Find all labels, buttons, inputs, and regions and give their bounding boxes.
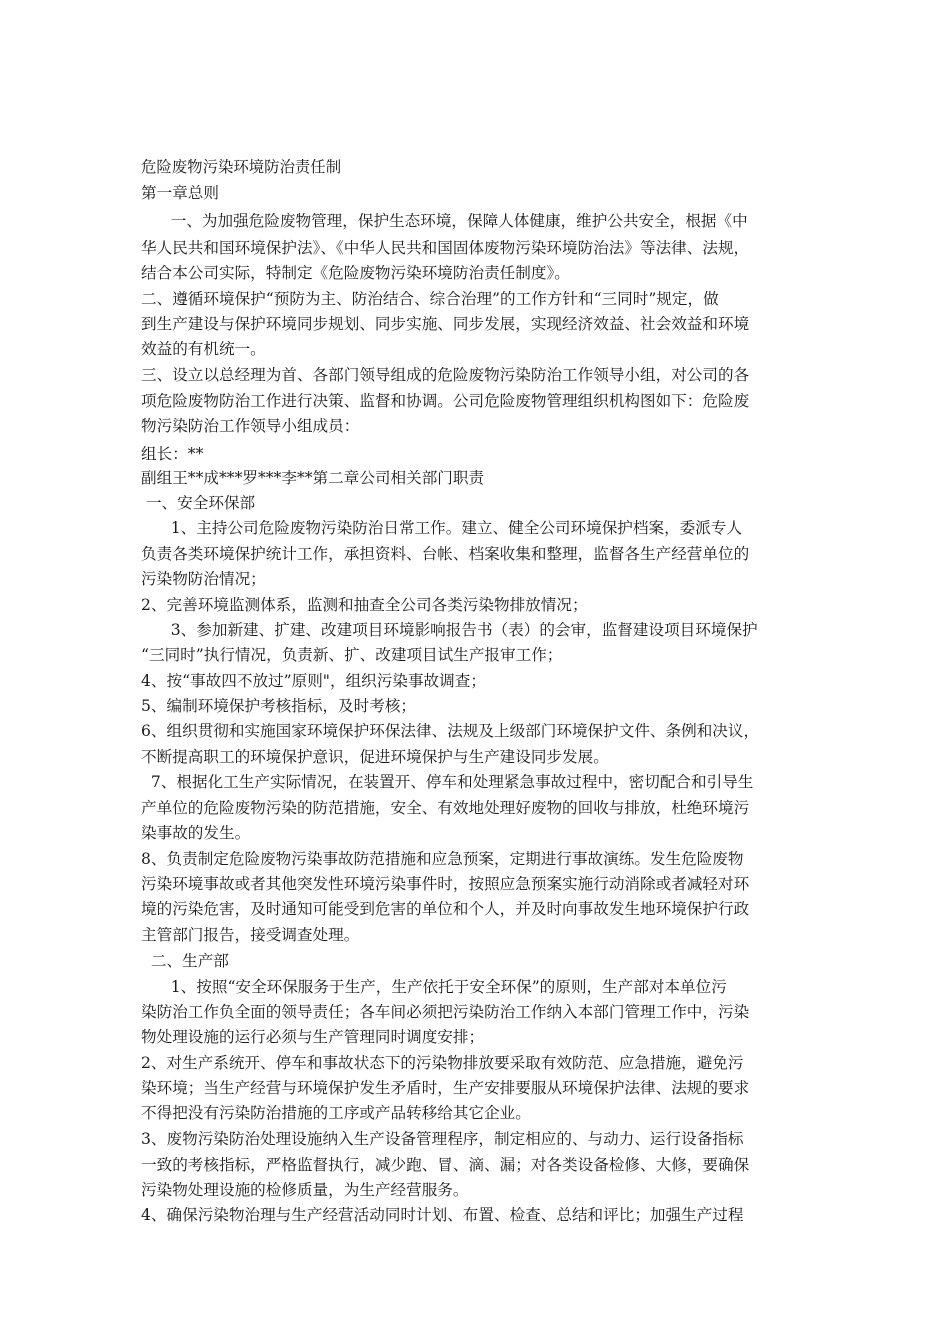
- text-line: 6、组织贯彻和实施国家环境保护环保法律、法规及上级部门环境保护文件、条例和决议，: [141, 722, 760, 740]
- text-line: 境的污染危害，及时通知可能受到危害的单位和个人，并及时向事故发生地环境保护行政: [141, 900, 750, 918]
- text-line: 5、编制环境保护考核指标，及时考核；: [141, 697, 417, 715]
- text-line: 2、完善环境监测体系，监测和抽查全公司各类污染物排放情况；: [141, 596, 588, 614]
- text-line: 二、遵循环境保护“预防为主、防治结合、综合治理”的工作方针和“三同时”规定，做: [141, 290, 719, 308]
- text-line: 染环境；当生产经营与环境保护发生矛盾时，生产安排要服从环境保护法律、法规的要求: [141, 1079, 750, 1097]
- text-line: 污染物处理设施的检修质量，为生产经营服务。: [141, 1181, 469, 1199]
- text-line: 1、主持公司危险废物污染防治日常工作。建立、健全公司环境保护档案，委派专人: [141, 519, 743, 537]
- text-line: 物污染防治工作领导小组成员：: [141, 417, 360, 435]
- text-line: 结合本公司实际，特制定《危险废物污染环境防治责任制度》。: [141, 264, 570, 282]
- text-line: 4、按“事故四不放过”原则"，组织污染事故调查；: [141, 672, 486, 690]
- text-line: “三同时”执行情况，负责新、扩、改建项目试生产报审工作；: [141, 646, 563, 664]
- text-line: 8、负责制定危险废物污染事故防范措施和应急预案，定期进行事故演练。发生危险废物: [141, 850, 744, 868]
- text-line: 2、对生产系统开、停车和事故状态下的污染物排放要采取有效防范、应急措施，避免污: [141, 1054, 744, 1072]
- text-line: 物处理设施的运行必须与生产管理同时调度安排；: [141, 1028, 485, 1046]
- text-line: 不得把没有污染防治措施的工序或产品转移给其它企业。: [141, 1104, 531, 1122]
- text-line: 1、按照“安全环保服务于生产，生产依托于安全环保”的原则，生产部对本单位污: [141, 978, 727, 996]
- text-line: 项危险废物防治工作进行决策、监督和协调。公司危险废物管理组织机构图如下：危险废: [141, 392, 750, 410]
- section-heading: 二、生产部: [141, 952, 229, 970]
- text-line: 污染物防治情况；: [141, 570, 266, 588]
- text-line: 染防治工作负全面的领导责任；各车间必须把污染防治工作纳入本部门管理工作中，污染: [141, 1003, 750, 1021]
- text-line: 副组王**成***罗***李**第二章公司相关部门职责: [141, 469, 485, 487]
- chapter-heading: 第一章总则: [141, 184, 219, 202]
- text-line: 污染环境事故或者其他突发性环境污染事件时，按照应急预案实施行动消除或者减轻对环: [141, 875, 750, 893]
- text-line: 4、确保污染物治理与生产经营活动同时计划、布置、检查、总结和评比；加强生产过程: [141, 1206, 744, 1224]
- text-line: 3、参加新建、扩建、改建项目环境影响报告书（表）的会审，监督建设项目环境保护: [141, 621, 758, 639]
- text-line: 一致的考核指标，严格监督执行，减少跑、冒、滴、漏；对各类设备检修、大修，要确保: [141, 1156, 750, 1174]
- text-line: 负责各类环境保护统计工作，承担资料、台帐、档案收集和整理，监督各生产经营单位的: [141, 545, 750, 563]
- text-line: 产单位的危险废物污染的防范措施，安全、有效地处理好废物的回收与排放，杜绝环境污: [141, 799, 750, 817]
- text-line: 主管部门报告，接受调查处理。: [141, 926, 360, 944]
- text-line: 到生产建设与保护环境同步规划、同步实施、同步发展，实现经济效益、社会效益和环境: [141, 315, 750, 333]
- text-line: 华人民共和国环境保护法》、《中华人民共和国固体废物污染环境防治法》等法律、法规，: [141, 239, 750, 257]
- text-line: 组长：**: [141, 445, 204, 463]
- text-line: 一、为加强危险废物管理，保护生态环境，保障人体健康，维护公共安全，根据《中: [141, 212, 748, 230]
- text-line: 效益的有机统一。: [141, 340, 266, 358]
- text-line: 不断提高职工的环境保护意识，促进环境保护与生产建设同步发展。: [141, 748, 609, 766]
- text-line: 3、废物污染防治处理设施纳入生产设备管理程序，制定相应的、与动力、运行设备指标: [141, 1130, 744, 1148]
- section-heading: 一、安全环保部: [141, 494, 256, 512]
- text-line: 三、设立以总经理为首、各部门领导组成的危险废物污染防治工作领导小组，对公司的各: [141, 366, 750, 384]
- document-title: 危险废物污染环境防治责任制: [141, 158, 342, 176]
- text-line: 7、根据化工生产实际情况，在装置开、停车和处理紧急事故过程中，密切配合和引导生: [141, 773, 754, 791]
- text-line: 染事故的发生。: [141, 824, 251, 842]
